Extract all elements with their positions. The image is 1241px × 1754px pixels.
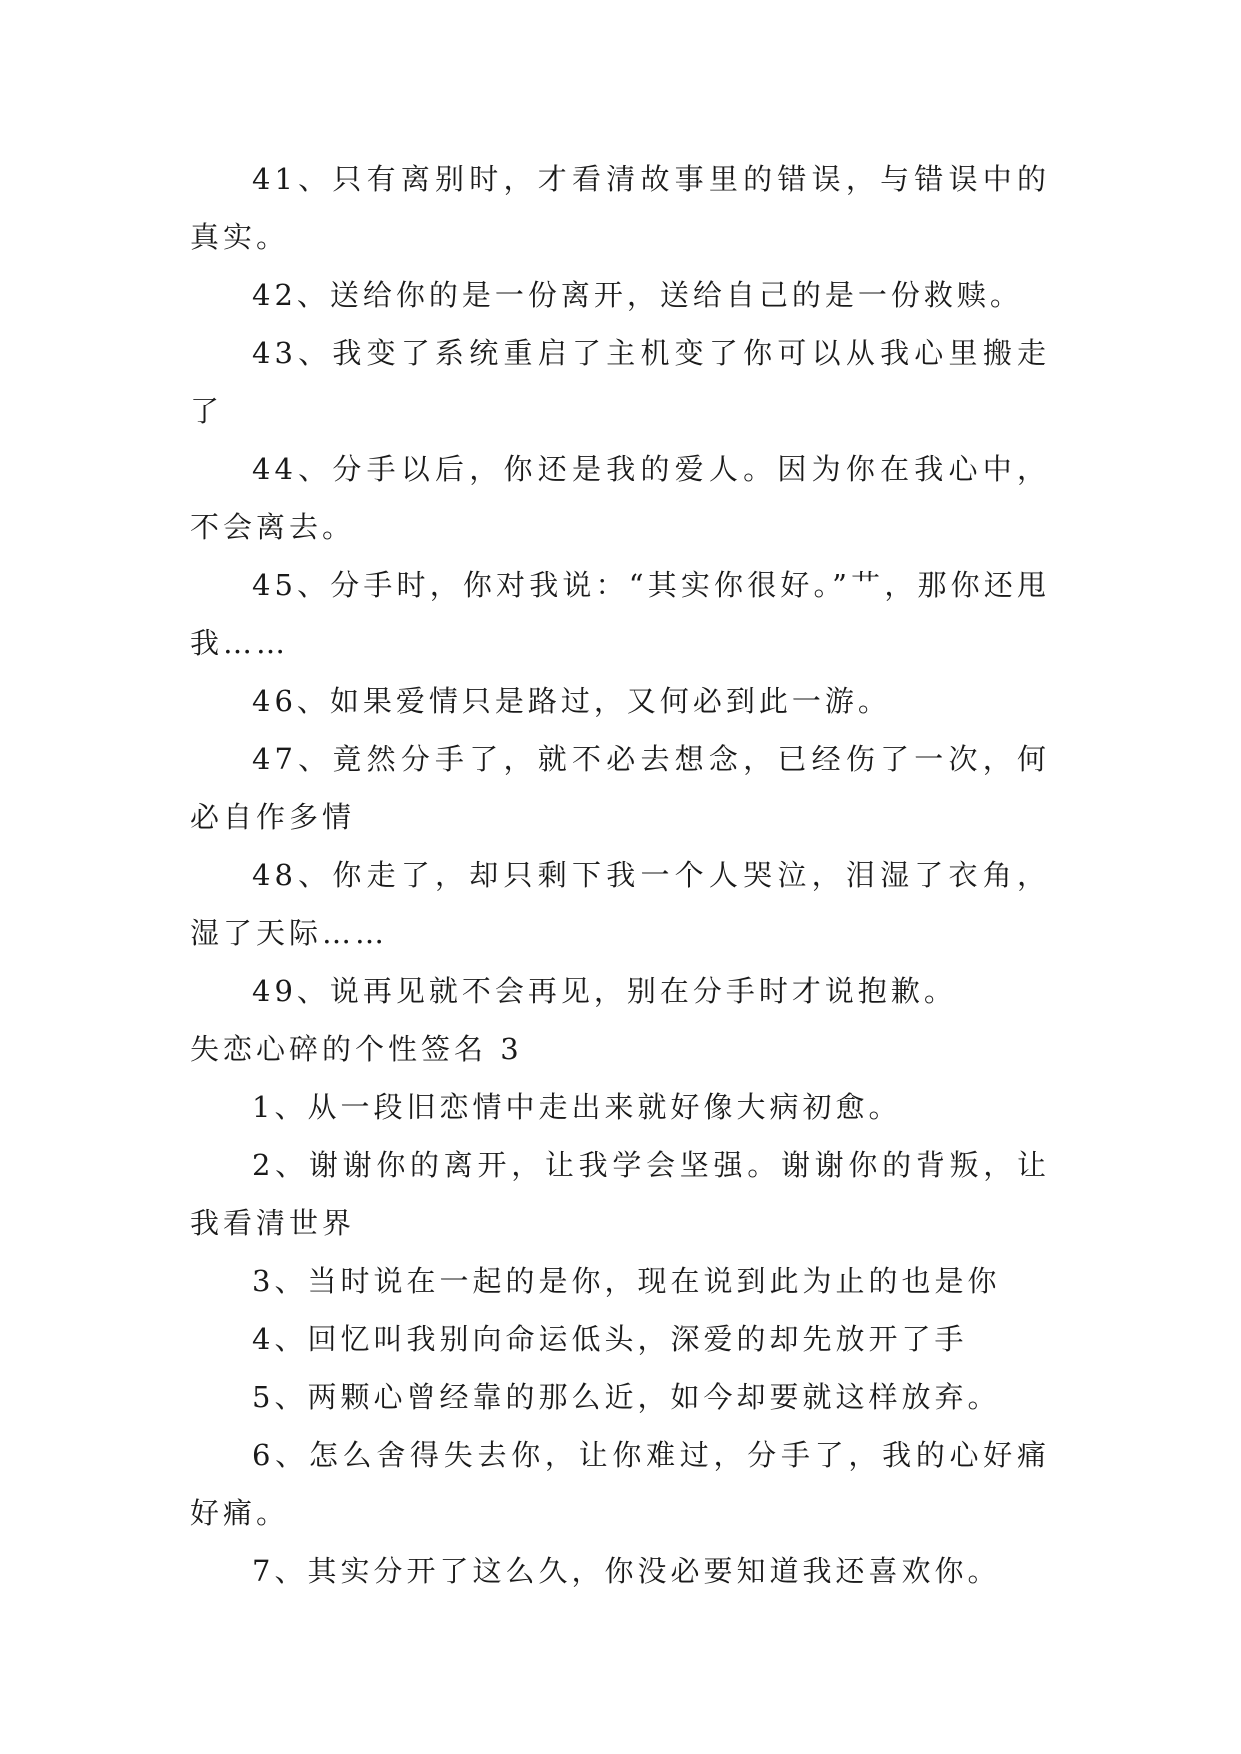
paragraph-49: 49、说再见就不会再见，别在分手时才说抱歉。 <box>252 974 957 1008</box>
document-page <box>190 150 1050 1600</box>
paragraph-2: 2、谢谢你的离开，让我学会坚强。谢谢你的背叛，让我看清世界 <box>190 1148 1050 1240</box>
paragraph-5: 5、两颗心曾经靠的那么近，如今却要就这样放弃。 <box>252 1380 1001 1414</box>
paragraph-4: 4、回忆叫我别向命运低头，深爱的却先放开了手 <box>252 1322 968 1356</box>
section-heading: 失恋心碎的个性签名 3 <box>190 1032 523 1066</box>
paragraph-45: 45、分手时，你对我说：“其实你很好。”艹，那你还甩我…… <box>190 568 1050 660</box>
paragraph-3: 3、当时说在一起的是你，现在说到此为止的也是你 <box>252 1264 1001 1298</box>
paragraph-43: 43、我变了系统重启了主机变了你可以从我心里搬走了 <box>190 336 1050 428</box>
paragraph-1: 1、从一段旧恋情中走出来就好像大病初愈。 <box>252 1090 902 1124</box>
paragraph-44: 44、分手以后，你还是我的爱人。因为你在我心中，不会离去。 <box>190 452 1050 544</box>
paragraph-42: 42、送给你的是一份离开，送给自己的是一份救赎。 <box>252 278 1023 312</box>
paragraph-48: 48、你走了，却只剩下我一个人哭泣，泪湿了衣角，湿了天际…… <box>190 858 1050 950</box>
paragraph-7: 7、其实分开了这么久，你没必要知道我还喜欢你。 <box>252 1554 1001 1588</box>
paragraph-6: 6、怎么舍得失去你，让你难过，分手了，我的心好痛好痛。 <box>190 1438 1050 1530</box>
paragraph-46: 46、如果爱情只是路过，又何必到此一游。 <box>252 684 891 718</box>
paragraph-47: 47、竟然分手了，就不必去想念，已经伤了一次，何必自作多情 <box>190 742 1050 834</box>
paragraph-41: 41、只有离别时，才看清故事里的错误，与错误中的真实。 <box>190 162 1050 254</box>
